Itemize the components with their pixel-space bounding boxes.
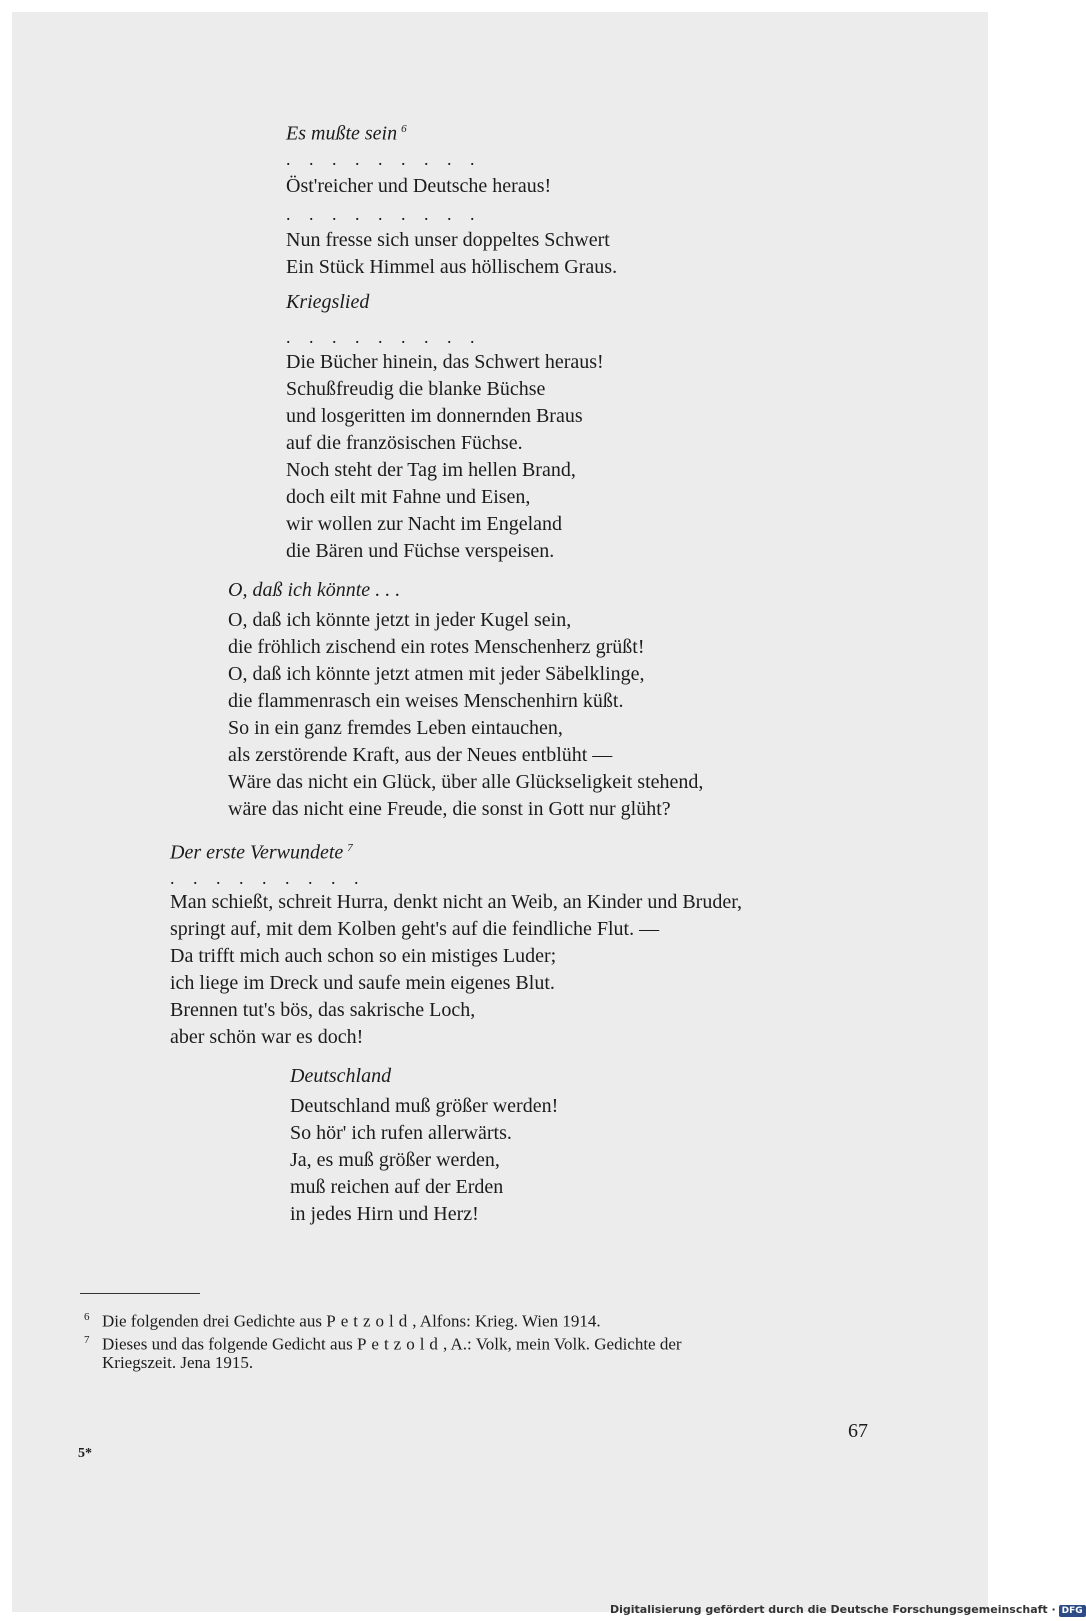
poem-line: So hör' ich rufen allerwärts. xyxy=(290,1122,512,1144)
poem-line: die Bären und Füchse verspeisen. xyxy=(286,540,555,562)
poem-line: Schußfreudig die blanke Büchse xyxy=(286,378,546,400)
ellipsis-line: . . . . . . . . . xyxy=(286,149,482,169)
ellipsis-line: . . . . . . . . . xyxy=(286,327,482,347)
poem-line: So in ein ganz fremdes Leben eintauchen, xyxy=(228,717,563,739)
footnote-ref: 7 xyxy=(347,842,353,854)
poem-title: Es mußte sein $^6$ xyxy=(286,122,407,145)
poem-line: muß reichen auf der Erden xyxy=(290,1176,504,1198)
footnote-number: 6 xyxy=(84,1311,90,1323)
footnote-divider xyxy=(80,1293,200,1294)
digitization-credit: Digitalisierung gefördert durch die Deutsche Forschungsgemeinschaft · DFG xyxy=(610,1603,1086,1617)
poem-line: die fröhlich zischend ein rotes Menschenherz grüßt! xyxy=(228,636,645,658)
author-name: Petzold xyxy=(326,1311,413,1331)
poem-line: die flammenrasch ein weises Menschenhirn küßt. xyxy=(228,690,624,712)
poem-line: Wäre das nicht ein Glück, über alle Glückseligkeit stehend, xyxy=(228,771,704,793)
author-name: Petzold xyxy=(356,1334,443,1354)
poem-line: Nun fresse sich unser doppeltes Schwert xyxy=(286,229,610,251)
poem-line: in jedes Hirn und Herz! xyxy=(290,1203,479,1225)
poem-line: springt auf, mit dem Kolben geht's auf die feindliche Flut. — xyxy=(170,918,660,940)
poem-title: O, daß ich könnte . . . xyxy=(228,579,401,601)
poem-title: Kriegslied xyxy=(286,291,370,313)
dfg-logo-badge: DFG xyxy=(1059,1605,1086,1617)
ellipsis-line: . . . . . . . . . xyxy=(286,204,482,224)
poem-line: Ja, es muß größer werden, xyxy=(290,1149,500,1171)
poem-line: Da trifft mich auch schon so ein mistiges Luder; xyxy=(170,945,557,967)
poem-line: doch eilt mit Fahne und Eisen, xyxy=(286,486,531,508)
footnote: 6 Die folgenden drei Gedichte aus Petzold, Alfons: Krieg. Wien 1914. xyxy=(84,1305,601,1334)
poem-line: wir wollen zur Nacht im Engeland xyxy=(286,513,563,535)
poem-line: O, daß ich könnte jetzt in jeder Kugel sein, xyxy=(228,609,572,631)
footnote-ref: 6 xyxy=(401,123,407,135)
poem-line: Öst'reicher und Deutsche heraus! xyxy=(286,175,552,197)
footnote: 7 Dieses und das folgende Gedicht aus Petzold, A.: Volk, mein Volk. Gedichte der xyxy=(84,1328,682,1357)
footnote-continuation: Kriegszeit. Jena 1915. xyxy=(102,1353,254,1372)
ellipsis-line: . . . . . . . . . xyxy=(170,868,366,888)
poem-line: als zerstörende Kraft, aus der Neues entblüht — xyxy=(228,744,613,766)
poem-line: O, daß ich könnte jetzt atmen mit jeder Säbelklinge, xyxy=(228,663,645,685)
poem-line: wäre das nicht eine Freude, die sonst in Gott nur glüht? xyxy=(228,798,671,820)
poem-line: Die Bücher hinein, das Schwert heraus! xyxy=(286,351,604,373)
poem-line: und losgeritten im donnernden Braus xyxy=(286,405,583,427)
poem-line: ich liege im Dreck und saufe mein eigenes Blut. xyxy=(170,972,555,994)
poem-line: Man schießt, schreit Hurra, denkt nicht an Weib, an Kinder und Bruder, xyxy=(170,891,743,913)
poem-line: Noch steht der Tag im hellen Brand, xyxy=(286,459,576,481)
poem-line: auf die französischen Füchse. xyxy=(286,432,523,454)
footnote-number: 7 xyxy=(84,1334,90,1346)
poem-line: Brennen tut's bös, das sakrische Loch, xyxy=(170,999,476,1021)
poem-title: Der erste Verwundete $^7$ xyxy=(170,841,353,864)
poem-title: Deutschland xyxy=(290,1065,392,1087)
poem-line: Deutschland muß größer werden! xyxy=(290,1095,559,1117)
poem-line: aber schön war es doch! xyxy=(170,1026,364,1048)
signature-mark: 5* xyxy=(78,1446,92,1461)
poem-line: Ein Stück Himmel aus höllischem Graus. xyxy=(286,256,618,278)
page-number: 67 xyxy=(848,1420,868,1442)
